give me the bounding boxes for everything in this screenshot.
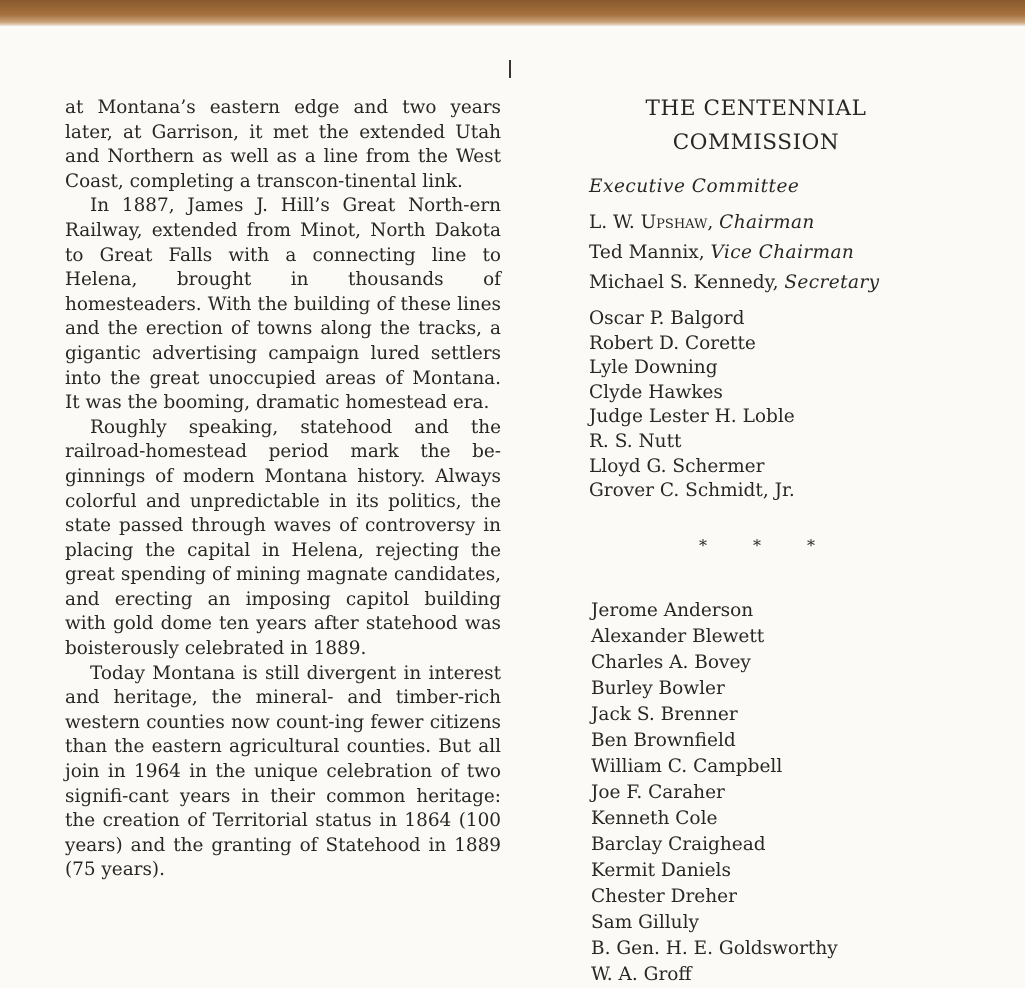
list-item: Lloyd G. Schermer [589, 455, 765, 477]
list-item: Kermit Daniels [591, 860, 731, 881]
section-separator [699, 536, 861, 555]
list-item: Joe F. Caraher [591, 782, 725, 803]
gutter-mark [509, 60, 511, 78]
officer-name: Michael S. Kennedy, [589, 272, 779, 293]
list-item: Kenneth Cole [591, 808, 718, 829]
list-item: Alexander Blewett [591, 626, 765, 647]
list-item: Ben Brownfield [591, 730, 736, 751]
executive-committee-label: Executive Committee [589, 176, 800, 197]
list-item: Clyde Hawkes [589, 381, 723, 403]
commission-members-list [589, 598, 838, 988]
list-item: Charles A. Bovey [591, 652, 751, 673]
executive-members-list [589, 307, 795, 504]
officer-vice-chairman [589, 242, 854, 263]
list-item: Sam Gilluly [591, 912, 699, 933]
list-item: Jack S. Brenner [591, 704, 738, 725]
list-item: William C. Campbell [591, 756, 783, 777]
officer-role: Secretary [784, 272, 880, 293]
list-item: Grover C. Schmidt, Jr. [589, 480, 795, 502]
officer-role: Chairman [719, 212, 815, 233]
officer-name: Ted Mannix, [589, 242, 705, 263]
asterisk: * [807, 536, 815, 555]
list-item: Oscar P. Balgord [589, 308, 745, 329]
left-column [65, 96, 501, 883]
officer-role: Vice Chairman [710, 242, 855, 263]
officer-secretary [589, 272, 880, 293]
paragraph-4: Today Montana is still divergent in interest and heritage, the mineral- and timber-rich western counties now count-ing fewer citizens than the eastern agricultural counties. But all join in 1964 in the unique celebration of two signifi-cant years in their common heritage: the creation of Territorial status in 1864 (100 years) and the granting of Statehood in 1889 (75 years). [65, 662, 501, 881]
asterisk: * [699, 536, 707, 555]
list-item: Burley Bowler [591, 678, 725, 699]
list-item: W. A. Groff [591, 964, 692, 985]
list-item: Jerome Anderson [591, 600, 754, 621]
asterisk: * [753, 536, 761, 555]
list-item: Judge Lester H. Loble [589, 406, 795, 428]
heading-line-2: COMMISSION [672, 130, 840, 155]
page-edge-strip [0, 0, 1025, 26]
list-item: R. S. Nutt [589, 430, 682, 452]
paragraph-2: In 1887, James J. Hill’s Great North-ern Railway, extended from Minot, North Dakota to Great Falls with a connecting line to Helena, brought in thousands of homesteaders. With the building of these lines and the erection of towns along the tracks, a gigantic advertising campaign lured settlers into the great unoccupied areas of Montana. It was the booming, dramatic homestead era. [65, 195, 501, 414]
heading-line-1: THE CENTENNIAL [645, 96, 867, 121]
officer-name: L. W. Upshaw, [589, 212, 714, 233]
list-item: Lyle Downing [589, 357, 718, 379]
list-item: Chester Dreher [591, 886, 737, 907]
paragraph-3: Roughly speaking, statehood and the railroad-homestead period mark the be-ginnings of modern Montana history. Always colorful and unpredictable in its politics, the state passed through waves of controversy in placing the capital in Helena, rejecting the great spending of mining magnate candidates, and erecting an imposing capitol building with gold dome ten years after statehood was boisterously celebrated in 1889. [65, 416, 501, 660]
list-item: B. Gen. H. E. Goldsworthy [591, 938, 838, 959]
list-item: Barclay Craighead [591, 834, 766, 855]
list-item: Robert D. Corette [589, 332, 756, 354]
officer-chairman [589, 212, 815, 233]
paragraph-1: at Montana’s eastern edge and two years later, at Garrison, it met the extended Utah and Northern as well as a line from the West Coast, completing a transcon-tinental link. [65, 97, 501, 192]
